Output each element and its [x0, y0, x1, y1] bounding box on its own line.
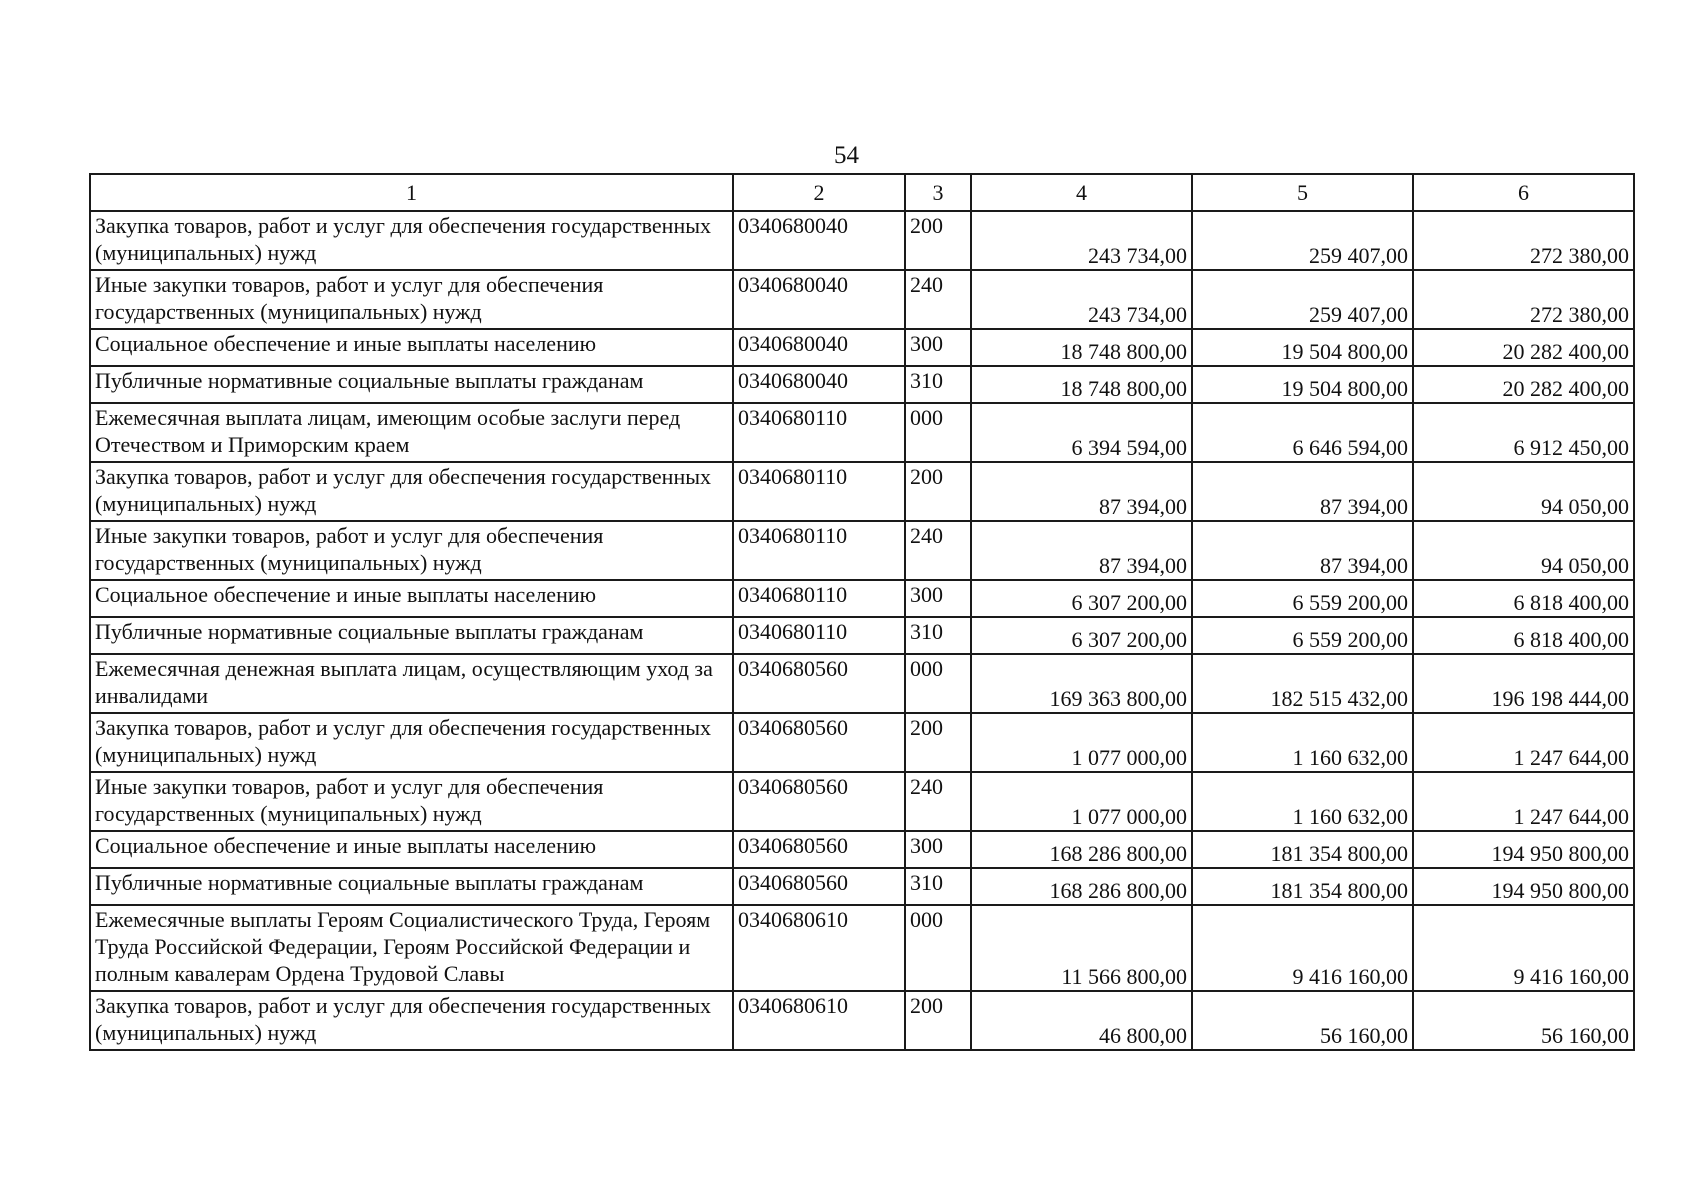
row-amount-col4: 1 077 000,00	[971, 713, 1192, 772]
row-amount-col5: 9 416 160,00	[1192, 905, 1413, 991]
row-expense-type: 240	[905, 521, 971, 580]
row-expense-type: 300	[905, 329, 971, 366]
budget-table	[89, 173, 1635, 1051]
row-target-code: 0340680040	[733, 329, 905, 366]
row-target-code: 0340680110	[733, 617, 905, 654]
row-target-code: 0340680040	[733, 211, 905, 270]
row-name: Иные закупки товаров, работ и услуг для обеспечения государственных (муниципальных) нужд	[90, 772, 733, 831]
row-amount-col5: 87 394,00	[1192, 521, 1413, 580]
row-expense-type: 200	[905, 462, 971, 521]
row-target-code: 0340680560	[733, 831, 905, 868]
row-amount-col6: 6 818 400,00	[1413, 617, 1634, 654]
row-name: Закупка товаров, работ и услуг для обеспечения государственных (муниципальных) нужд	[90, 991, 733, 1050]
row-amount-col4: 168 286 800,00	[971, 831, 1192, 868]
row-amount-col4: 87 394,00	[971, 521, 1192, 580]
column-header: 3	[905, 174, 971, 211]
row-expense-type: 200	[905, 211, 971, 270]
table-row	[90, 403, 1634, 462]
row-target-code: 0340680110	[733, 580, 905, 617]
row-name: Социальное обеспечение и иные выплаты населению	[90, 329, 733, 366]
column-header: 4	[971, 174, 1192, 211]
column-header: 6	[1413, 174, 1634, 211]
row-amount-col6: 94 050,00	[1413, 462, 1634, 521]
row-expense-type: 000	[905, 403, 971, 462]
row-amount-col4: 6 307 200,00	[971, 580, 1192, 617]
row-expense-type: 000	[905, 654, 971, 713]
row-amount-col5: 6 646 594,00	[1192, 403, 1413, 462]
row-amount-col6: 6 912 450,00	[1413, 403, 1634, 462]
row-amount-col5: 182 515 432,00	[1192, 654, 1413, 713]
row-name: Социальное обеспечение и иные выплаты населению	[90, 831, 733, 868]
row-target-code: 0340680560	[733, 868, 905, 905]
row-amount-col6: 272 380,00	[1413, 211, 1634, 270]
table-row	[90, 772, 1634, 831]
table-row	[90, 270, 1634, 329]
row-amount-col4: 18 748 800,00	[971, 366, 1192, 403]
row-target-code: 0340680560	[733, 654, 905, 713]
row-name: Закупка товаров, работ и услуг для обеспечения государственных (муниципальных) нужд	[90, 211, 733, 270]
row-name: Ежемесячная денежная выплата лицам, осуществляющим уход за инвалидами	[90, 654, 733, 713]
row-target-code: 0340680040	[733, 270, 905, 329]
row-target-code: 0340680110	[733, 521, 905, 580]
row-amount-col4: 243 734,00	[971, 211, 1192, 270]
row-amount-col5: 259 407,00	[1192, 270, 1413, 329]
column-header: 5	[1192, 174, 1413, 211]
row-name: Ежемесячная выплата лицам, имеющим особые заслуги перед Отечеством и Приморским краем	[90, 403, 733, 462]
row-amount-col6: 9 416 160,00	[1413, 905, 1634, 991]
row-name: Закупка товаров, работ и услуг для обеспечения государственных (муниципальных) нужд	[90, 462, 733, 521]
row-expense-type: 200	[905, 991, 971, 1050]
row-name: Закупка товаров, работ и услуг для обеспечения государственных (муниципальных) нужд	[90, 713, 733, 772]
row-amount-col6: 196 198 444,00	[1413, 654, 1634, 713]
column-header: 2	[733, 174, 905, 211]
row-amount-col5: 6 559 200,00	[1192, 617, 1413, 654]
row-expense-type: 310	[905, 868, 971, 905]
row-amount-col5: 1 160 632,00	[1192, 772, 1413, 831]
row-expense-type: 240	[905, 772, 971, 831]
table-row	[90, 905, 1634, 991]
table-row	[90, 713, 1634, 772]
row-target-code: 0340680560	[733, 713, 905, 772]
row-amount-col6: 56 160,00	[1413, 991, 1634, 1050]
row-amount-col6: 20 282 400,00	[1413, 366, 1634, 403]
row-amount-col5: 1 160 632,00	[1192, 713, 1413, 772]
row-name: Публичные нормативные социальные выплаты гражданам	[90, 617, 733, 654]
row-amount-col4: 87 394,00	[971, 462, 1192, 521]
row-expense-type: 200	[905, 713, 971, 772]
row-name: Публичные нормативные социальные выплаты гражданам	[90, 366, 733, 403]
row-expense-type: 310	[905, 366, 971, 403]
row-target-code: 0340680040	[733, 366, 905, 403]
row-expense-type: 000	[905, 905, 971, 991]
row-amount-col4: 169 363 800,00	[971, 654, 1192, 713]
table-row	[90, 831, 1634, 868]
column-header: 1	[90, 174, 733, 211]
row-amount-col5: 87 394,00	[1192, 462, 1413, 521]
row-amount-col6: 1 247 644,00	[1413, 713, 1634, 772]
row-amount-col4: 1 077 000,00	[971, 772, 1192, 831]
row-amount-col6: 20 282 400,00	[1413, 329, 1634, 366]
row-target-code: 0340680110	[733, 403, 905, 462]
row-amount-col5: 6 559 200,00	[1192, 580, 1413, 617]
table-row	[90, 868, 1634, 905]
row-amount-col6: 1 247 644,00	[1413, 772, 1634, 831]
row-amount-col5: 56 160,00	[1192, 991, 1413, 1050]
table-row	[90, 991, 1634, 1050]
row-amount-col6: 272 380,00	[1413, 270, 1634, 329]
row-expense-type: 240	[905, 270, 971, 329]
row-amount-col6: 94 050,00	[1413, 521, 1634, 580]
table-header-row	[90, 174, 1634, 211]
row-amount-col4: 11 566 800,00	[971, 905, 1192, 991]
row-name: Ежемесячные выплаты Героям Социалистического Труда, Героям Труда Российской Федерации, Героям Российской Федерации и полным кавалерам Ордена Трудовой Славы	[90, 905, 733, 991]
table-row	[90, 617, 1634, 654]
row-name: Иные закупки товаров, работ и услуг для обеспечения государственных (муниципальных) нужд	[90, 521, 733, 580]
table-row	[90, 329, 1634, 366]
row-amount-col5: 181 354 800,00	[1192, 868, 1413, 905]
row-amount-col4: 243 734,00	[971, 270, 1192, 329]
row-amount-col5: 259 407,00	[1192, 211, 1413, 270]
row-amount-col6: 194 950 800,00	[1413, 831, 1634, 868]
row-amount-col4: 18 748 800,00	[971, 329, 1192, 366]
row-expense-type: 300	[905, 580, 971, 617]
row-amount-col4: 168 286 800,00	[971, 868, 1192, 905]
row-amount-col4: 46 800,00	[971, 991, 1192, 1050]
table-row	[90, 462, 1634, 521]
table-row	[90, 366, 1634, 403]
row-target-code: 0340680610	[733, 991, 905, 1050]
row-amount-col4: 6 394 594,00	[971, 403, 1192, 462]
table-row	[90, 580, 1634, 617]
table-row	[90, 211, 1634, 270]
row-expense-type: 300	[905, 831, 971, 868]
row-target-code: 0340680110	[733, 462, 905, 521]
row-amount-col5: 19 504 800,00	[1192, 366, 1413, 403]
row-amount-col6: 6 818 400,00	[1413, 580, 1634, 617]
table-row	[90, 654, 1634, 713]
row-name: Иные закупки товаров, работ и услуг для обеспечения государственных (муниципальных) нужд	[90, 270, 733, 329]
row-amount-col5: 181 354 800,00	[1192, 831, 1413, 868]
row-target-code: 0340680560	[733, 772, 905, 831]
table-row	[90, 521, 1634, 580]
row-expense-type: 310	[905, 617, 971, 654]
row-target-code: 0340680610	[733, 905, 905, 991]
row-amount-col6: 194 950 800,00	[1413, 868, 1634, 905]
row-amount-col5: 19 504 800,00	[1192, 329, 1413, 366]
page-number: 54	[834, 142, 859, 169]
row-name: Публичные нормативные социальные выплаты гражданам	[90, 868, 733, 905]
row-amount-col4: 6 307 200,00	[971, 617, 1192, 654]
row-name: Социальное обеспечение и иные выплаты населению	[90, 580, 733, 617]
